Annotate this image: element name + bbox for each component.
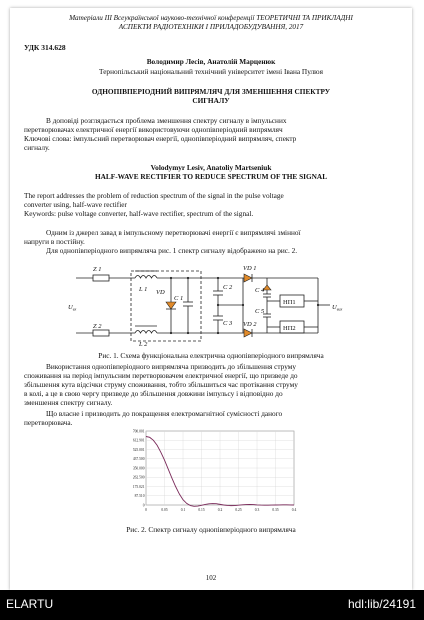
figure1-caption: Рис. 1. Схема функціональна електрична однопівперіодного випрямляча [98,351,324,360]
label-z2: Z 2 [93,323,102,330]
y-tick-label: 175.021 [132,484,145,489]
abstract-ua-line: сигналу. [24,143,50,152]
x-tick-label: 0 [145,508,147,512]
body-paragraph-line: в колі, а це в свою чергу призведе до збільшення довжини імпульсу і відповідно до [24,389,283,398]
title-ua-line2: СИГНАЛУ [192,96,230,105]
body-paragraph-line: Одним із джерел завад в імпульсному перетворювачі енергії є випрямлячі змінної [46,228,301,237]
label-vd1: VD 1 [243,265,257,272]
document-page [10,8,412,590]
authors-ua: Володимир Лесів, Анатолій Марценюк [146,57,276,66]
label-l2: L 2 [139,341,148,348]
repository-footer-bar [0,590,424,620]
abstract-en-line: converter using, half-wave rectifier [24,200,127,209]
y-tick-label: 87.510 [134,494,145,499]
abstract-ua-line: В доповіді розглядається проблема зменшення спектру сигналу в імпульсних [46,116,287,125]
y-tick-label: 350.000 [132,466,145,471]
udc-code: УДК 314.628 [24,43,66,52]
conference-header-line2: АСПЕКТИ РАДІОТЕХНІКИ І ПРИЛАДОБУДУВАННЯ, 2017 [118,23,304,31]
y-tick-label: 0 [142,503,145,508]
page-number: 102 [205,574,217,582]
label-z1: Z 1 [93,266,102,273]
figure2-caption: Рис. 2. Спектр сигналу однопівперіодного випрямляча [126,525,296,534]
label-uout: $U_{вих}$ [332,304,343,312]
y-tick-label: 262.500 [132,475,145,480]
label-c5: C 5 [255,308,265,315]
title-en: HALF-WAVE RECTIFIER TO REDUCE SPECTRUM OF THE SIGNAL [94,172,328,181]
x-tick-label: 0.3 [254,508,260,512]
title-ua-line1: ОДНОПІВПЕРІОДНИЙ ВИПРЯМЛЯЧ ДЛЯ ЗМЕНШЕННЯ СПЕКТРУ [91,87,331,96]
y-tick-label: 612.901 [132,438,145,443]
x-tick-label: 0.4 [291,508,297,512]
abstract-ua-line: перетворювачах електричної енергії використовуючи однопівперіодний випрямляч [24,125,283,134]
x-tick-label: 0.15 [198,508,205,512]
x-tick-label: 0.35 [272,508,279,512]
label-vd2: VD 2 [243,321,257,328]
body-paragraph-line: Що власне і призводить до покращення електромагнітної сумісності даного [46,409,283,418]
y-tick-label: 525.001 [132,447,145,452]
label-c2: C 2 [223,284,233,291]
label-l1: L 1 [139,286,148,293]
x-tick-label: 0.1 [180,508,186,512]
label-hp2: НП2 [283,325,296,332]
body-paragraph-line: споживання на період імпульсним перетворювачем електричної енергії, що призведе до [24,371,298,380]
affiliation-ua: Тернопільський національний технічний університет імені Івана Пулюя [99,67,323,76]
x-tick-label: 0.25 [235,508,242,512]
y-tick-label: 700.001 [132,429,145,434]
abstract-en-line: Keywords: pulse voltage converter, half-wave rectifier, spectrum of the signal. [24,209,254,218]
body-paragraph-line: зменшення спектру сигналу. [24,398,113,407]
body-paragraph-line: напруги в постійну. [24,237,85,246]
label-c4: C 4 [255,287,265,294]
conference-header-line1: Матеріали ІІІ Всеукраїнської науково-технічної конференції ТЕОРЕТИЧНІ ТА ПРИКЛАДНІ [69,14,353,22]
label-c1: C 1 [174,295,184,302]
x-tick-label: 0.05 [161,508,168,512]
body-paragraph-line: Для однопівперіодного випрямляча рис. 1 спектр сигналу відображено на рис. 2. [46,246,298,255]
footer-left-label: ELARTU [6,597,54,611]
label-hp1: НП1 [283,299,296,306]
circuit-diagram [68,258,354,350]
body-paragraph-line: перетворювача. [24,418,73,427]
label-vd: VD [156,289,165,296]
body-paragraph-line: збільшення кута відсічки струму споживання, тобто збільшиться час протікання струму [24,380,298,389]
label-c3: C 3 [223,320,233,327]
y-tick-label: 437.500 [132,457,145,462]
body-paragraph-line: Використання однопівперіодного випрямляча призводить до збільшення струму [46,362,297,371]
abstract-en-line: The report addresses the problem of reduction spectrum of the signal in the pulse voltage [24,191,284,200]
footer-right-label: hdl:lib/24191 [347,597,416,611]
authors-en: Volodymyr Lesiv, Anatoliy Martseniuk [150,163,272,172]
x-tick-label: 0.2 [217,508,223,512]
label-uin: $U_{вх}$ [68,304,77,312]
abstract-ua-line: Ключові слова: імпульсний перетворювач енергії, однопівперіодний випрямляч, спектр [24,134,297,143]
spectrum-chart [130,428,300,518]
